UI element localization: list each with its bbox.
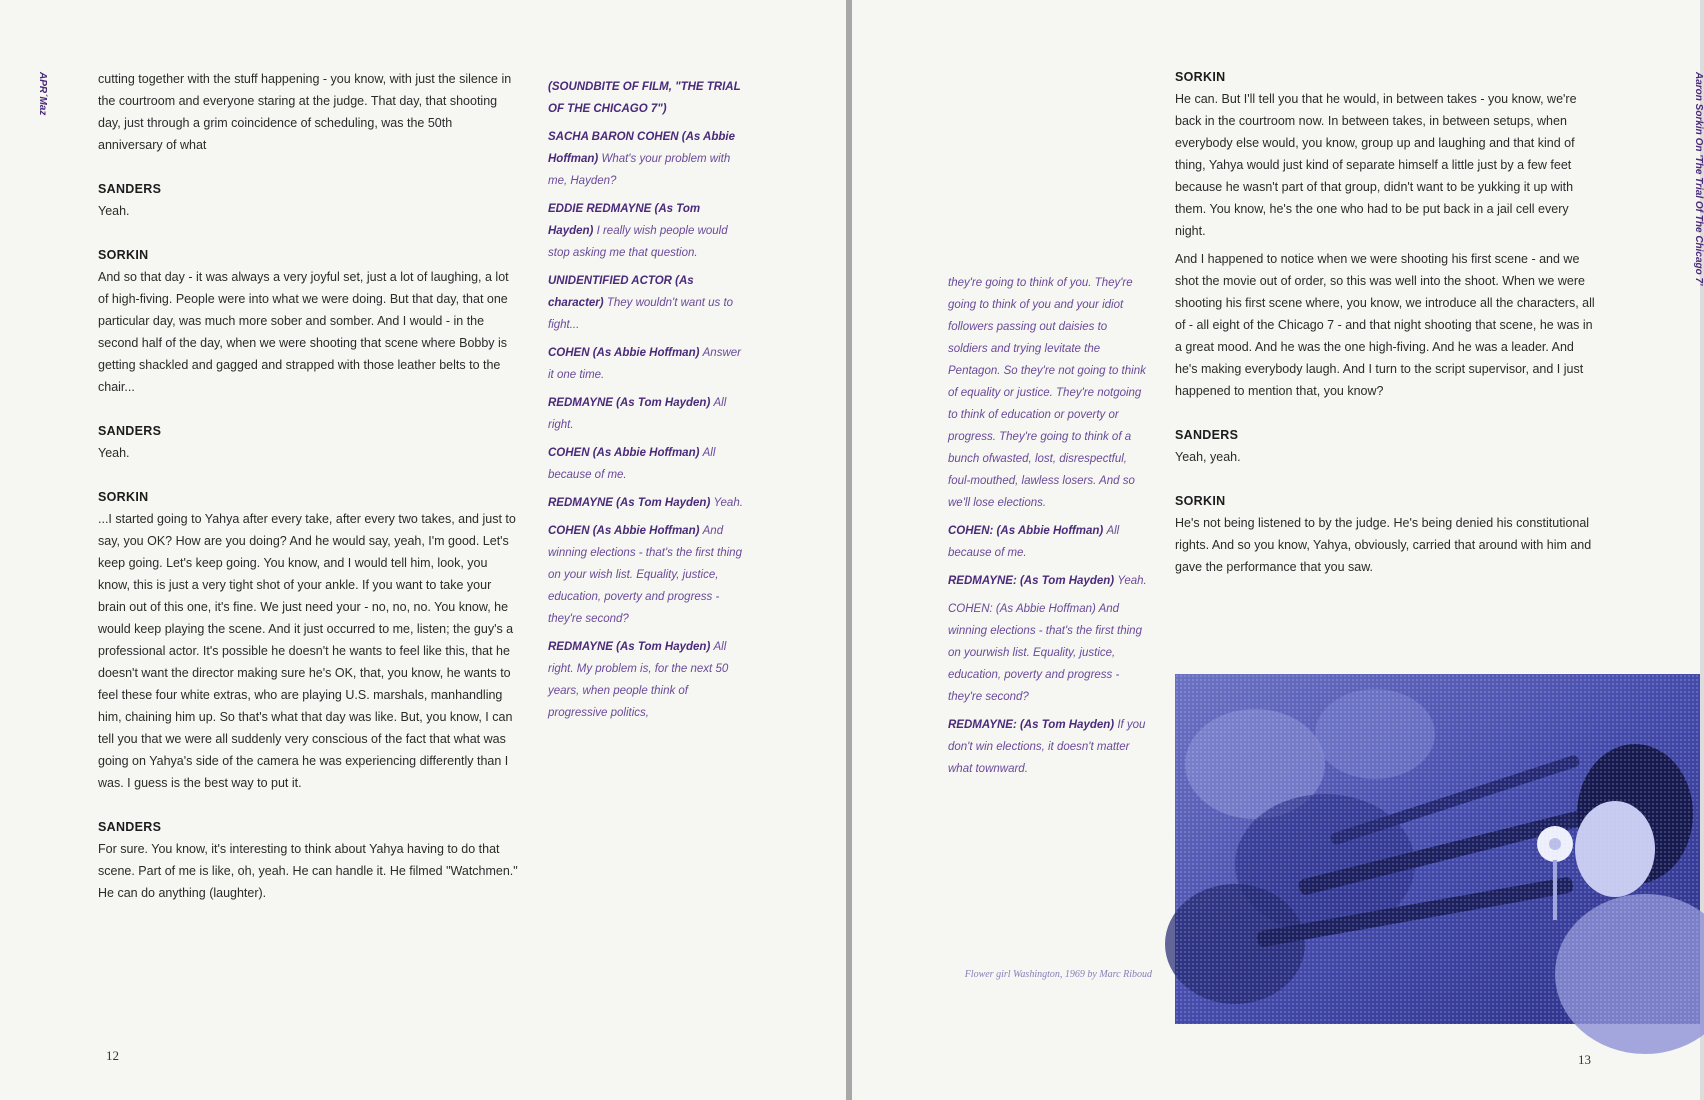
speaker-name: SANDERS	[98, 424, 162, 438]
speaker-text: He's not being listened to by the judge. He's being denied his constitutional rights. And so you know, Yahya, obviously, carried that around with him and gave the performance that you saw.	[1175, 516, 1592, 574]
cue-line: I really wish people would stop asking me that question.	[548, 225, 728, 259]
script-cue	[548, 270, 748, 336]
script-cue	[548, 198, 748, 264]
script-cue	[948, 570, 1148, 592]
cue-speaker: REDMAYNE (As Tom Hayden)	[548, 397, 711, 409]
script-cue	[548, 76, 748, 120]
speaker-text: And so that day - it was always a very joyful set, just a lot of laughing, a lot of high-fiving. People were into what we were doing. But that day, that one particular day, was much more sober and somber. And I would - in the second half of the day, when we were shooting that scene where Bobby is getting shackled and gagged and strapped with those leather belts to the chair...	[98, 270, 509, 394]
page-number-right: 13	[1578, 1052, 1591, 1067]
flower-girl-photo	[1175, 674, 1700, 1024]
cue-line: All because of me.	[548, 447, 716, 481]
speaker-name: SORKIN	[98, 490, 149, 504]
speaker-text: He can. But I'll tell you that he would, in between takes - you know, we're back in the courtroom now. In between takes, in between setups, when everybody else would, you know, group up and laughing and that kind of thing, Yahya would just kind of separate himself a little just by a few feet because he wasn't part of that group, didn't want to be yukking it up with them. You know, he's the one who had to be put back in a jail cell every night.	[1175, 92, 1577, 238]
speaker-text: ...I started going to Yahya after every take, after every two takes, and just to say, you OK? How are you doing? And he would say, yeah, I'm good. Let's keep going. Let's keep going. You know, and I would tell him, look, you know, this is just a very tight shot of your ankle. If you want to take your brain out of this one, it's fine. We just need your - no, no, no. You know, he would keep playing the scene. And it just occurred to me, listen; the guy's a professional actor. It's possible he doesn't he wants to feel like this, that he doesn't want the director making sure he's OK, that, you know, he wants to feel these four white extras, who are playing U.S. marshals, manhandling him, chaining him up. So that's what that day was like. But, you know, I can tell you that we were all suddenly very conscious of the fact that what was going on Yahya's side of the camera he was experiencing differently than I was. I guess is the best way to put it.	[98, 512, 516, 790]
script-cue	[948, 272, 1148, 514]
speaker-text: And I happened to notice when we were shooting his first scene - and we shot the movie out of order, so this was well into the shoot. When we were shooting his first scene where, you know, we introduce all the characters, all of - all eight of the Chicago 7 - and that night shooting that scene, he was in a great mood. And he was the one high-fiving. And he was a leader. And he's making everybody laugh. And I turn to the script supervisor, and I just happened to mention that, you know?	[1175, 252, 1595, 398]
cue-line: What's your problem with me, Hayden?	[548, 153, 731, 187]
exchange	[1175, 66, 1595, 402]
script-cue	[548, 342, 748, 386]
cue-speaker: SACHA BARON COHEN (As Abbie Hoffman)	[548, 131, 735, 165]
speaker-name: SORKIN	[1175, 494, 1226, 508]
cue-line: They wouldn't want us to fight...	[548, 297, 734, 331]
script-cue	[948, 714, 1148, 780]
speaker-name: SANDERS	[1175, 428, 1239, 442]
cue-speaker: COHEN (As Abbie Hoffman)	[548, 525, 700, 537]
cue-speaker: REDMAYNE (As Tom Hayden)	[548, 641, 711, 653]
cue-speaker: COHEN (As Abbie Hoffman)	[548, 347, 700, 359]
cue-line: And winning elections - that's the first thing on your wish list. Equality, justice, education, poverty and progress - they're second?	[548, 525, 742, 625]
left-main-column	[98, 68, 518, 904]
cue-line: Yeah.	[1117, 575, 1147, 587]
right-page	[852, 0, 1704, 1100]
speaker-name: SANDERS	[98, 820, 162, 834]
running-head-right: Aaron Sorkin On 'The Trial Of The Chicago 7'	[1693, 72, 1704, 286]
cue-speaker: COHEN (As Abbie Hoffman)	[548, 447, 700, 459]
cue-line: they're going to think of you. They're going to think of you and your idiot followers passing out daisies to soldiers and trying levitate the Pentagon. So they're not going to think of equality or justice. They're notgoing to think of education or poverty or progress. They're going to think of a bunch ofwasted, lost, disrespectful, foul-mouthed, lawless losers. And so we'll lose elections.	[948, 277, 1146, 509]
speaker-name: SORKIN	[1175, 70, 1226, 84]
cue-speaker: EDDIE REDMAYNE (As Tom Hayden)	[548, 203, 701, 237]
exchange	[98, 244, 518, 398]
page-number-left: 12	[106, 1048, 119, 1063]
script-cue	[548, 442, 748, 486]
exchange	[98, 816, 518, 904]
cue-speaker: (SOUNDBITE OF FILM, "THE TRIAL OF THE CHICAGO 7")	[548, 81, 741, 115]
script-cue	[548, 520, 748, 630]
right-main-column	[1175, 66, 1595, 578]
script-cue	[548, 126, 748, 192]
cue-line: All right. My problem is, for the next 50 years, when people think of progressive politics,	[548, 641, 729, 719]
speaker-text: For sure. You know, it's interesting to think about Yahya having to do that scene. Part of me is like, oh, yeah. He can handle it. He filmed "Watchmen." He can do anything (laughter).	[98, 842, 518, 900]
intro-paragraph: cutting together with the stuff happening - you know, with just the silence in the courtroom and everyone staring at the judge. That day, that shooting day, just through a grim coincidence of scheduling, was the 50th anniversary of what	[98, 72, 512, 152]
photo-illustration	[1175, 674, 1700, 1024]
photo-caption: Flower girl Washington, 1969 by Marc Riboud	[964, 969, 1152, 980]
exchange	[98, 420, 518, 464]
script-cue	[548, 492, 748, 514]
script-cue	[948, 520, 1148, 564]
script-cue	[548, 392, 748, 436]
left-script-column	[548, 76, 748, 730]
running-head-left: APR´Maz	[37, 72, 48, 116]
exchange	[1175, 490, 1595, 578]
cue-line: All because of me.	[948, 525, 1120, 559]
cue-speaker: REDMAYNE (As Tom Hayden)	[548, 497, 711, 509]
cue-speaker: COHEN: (As Abbie Hoffman)	[948, 525, 1104, 537]
cue-speaker: REDMAYNE: (As Tom Hayden)	[948, 575, 1115, 587]
speaker-text: Yeah, yeah.	[1175, 450, 1241, 464]
exchange	[1175, 424, 1595, 468]
script-cue	[948, 598, 1148, 708]
script-cue	[548, 636, 748, 724]
speaker-name: SANDERS	[98, 182, 162, 196]
exchange	[98, 178, 518, 222]
left-page	[0, 0, 846, 1100]
cue-line: All right.	[548, 397, 727, 431]
speaker-text: Yeah.	[98, 446, 130, 460]
exchange	[98, 486, 518, 794]
cue-line: COHEN: (As Abbie Hoffman) And winning elections - that's the first thing on yourwish list. Equality, justice, education, poverty and progress - they're second?	[948, 603, 1142, 703]
cue-line: Yeah.	[713, 497, 743, 509]
cue-speaker: UNIDENTIFIED ACTOR (As character)	[548, 275, 694, 309]
cue-speaker: REDMAYNE: (As Tom Hayden)	[948, 719, 1115, 731]
cue-line: Answer it one time.	[548, 347, 741, 381]
cue-line: If you don't win elections, it doesn't matter what townward.	[948, 719, 1146, 775]
speaker-text: Yeah.	[98, 204, 130, 218]
right-script-column	[948, 272, 1148, 786]
speaker-name: SORKIN	[98, 248, 149, 262]
